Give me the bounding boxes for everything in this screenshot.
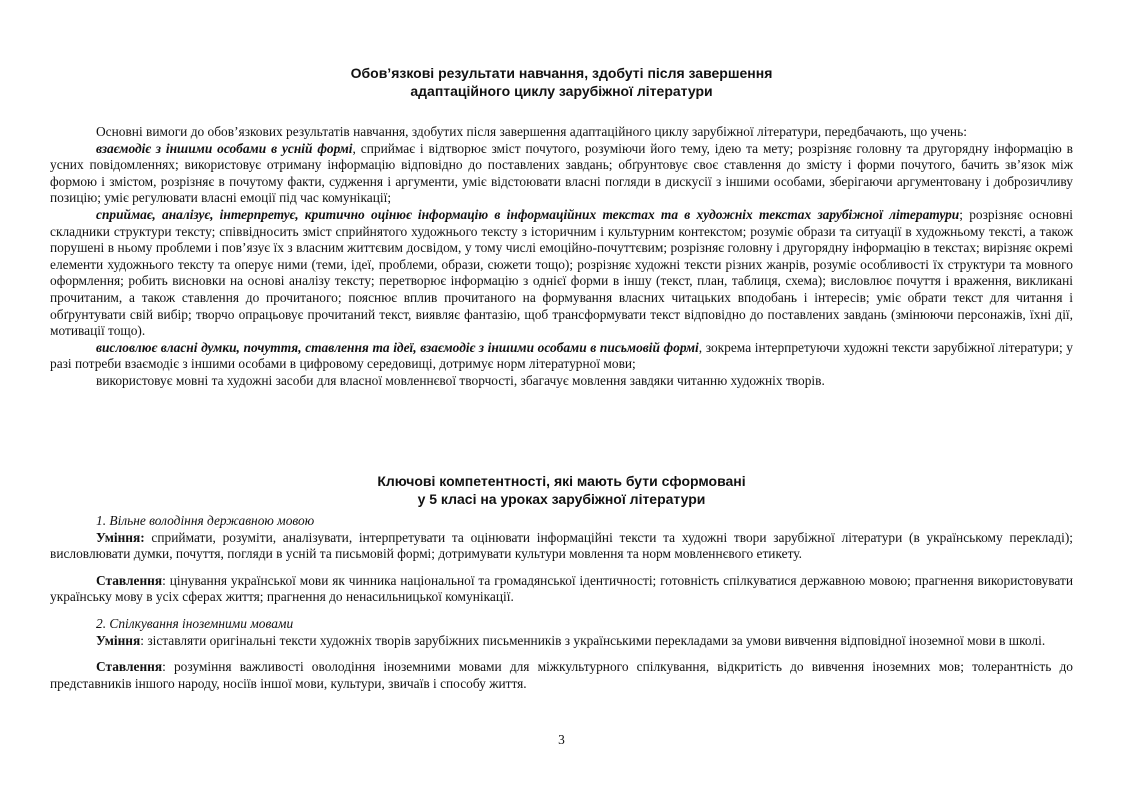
competency-attitudes-1	[50, 573, 1073, 606]
requirement-lead: взаємодіє з іншими особами в усній формі	[96, 140, 353, 156]
attitudes-text: : розуміння важливості оволодіння іноземними мовами для міжкультурного спілкування, відкритість до вивчення іноземних мов; толерантність до представників іншого народу, носіїв іншої мови, культури, звичаїв і способу життя.	[50, 659, 1073, 691]
competency-attitudes-2	[50, 659, 1073, 692]
competency-skills-1	[50, 530, 1073, 563]
page-number: 3	[558, 732, 565, 747]
competency-title-1: 1. Вільне володіння державною мовою	[96, 513, 315, 528]
attitudes-label: Ставлення	[96, 659, 163, 675]
attitudes-text: : цінування української мови як чинника національної та громадянської ідентичності; готовність спілкуватися державною мовою; прагнення використовувати українську мову в усіх сферах життя; прагнення до ненасильницької комунікації.	[50, 572, 1073, 605]
section-heading-results	[50, 64, 1073, 100]
requirement-paragraph-4: використовує мовні та художні засоби для власної мовленнєвої творчості, збагачує мовлення завдяки читанню художніх творів.	[96, 372, 825, 388]
skills-text: : зіставляти оригінальні тексти художніх творів зарубіжних письменників з українськими перекладами за умови вивчення відповідної іноземної мови в школі.	[140, 632, 1046, 648]
skills-label: Уміння:	[96, 529, 145, 545]
requirement-paragraph-2	[50, 207, 1073, 340]
requirement-text: , зокрема інтерпретуючи художні тексти зарубіжної літератури; у разі потреби взаємодіє з іншими особами в цифровому середовищі, дотримує норм літературної мови;	[50, 339, 1073, 372]
heading-line-1: Обов’язкові результати навчання, здобуті після завершення	[350, 65, 773, 81]
requirement-lead: висловлює власні думки, почуття, ставлення та ідеї, взаємодіє з іншими особами в письмовій формі	[96, 339, 699, 355]
requirement-paragraph-1	[50, 141, 1073, 207]
requirement-text: , сприймає і відтворює зміст почутого, розуміючи його тему, ідею та мету; розрізняє головну та другорядну інформацію в усних повідомленнях; використовує отриману інформацію відповідно до поставлених завдань; обґрунтовує своє ставлення до змісту і форми почутого, бачить зв’язок між формою і змістом, розрізняє в почутому факти, судження і аргументи, уміє відстоювати власні погляди в дискусії з іншими особами, зберігаючи аргументовану і доброзичливу позицію; уміє регулювати власні емоції під час комунікації;	[50, 140, 1073, 206]
heading-line-2: адаптаційного циклу зарубіжної літератури	[410, 83, 713, 99]
requirement-lead: сприймає, аналізує, інтерпретує, критично оцінює інформацію в інформаційних текстах та в художніх текстах зарубіжної літератури	[96, 206, 960, 222]
section-heading-competencies	[50, 472, 1073, 508]
requirement-paragraph-3	[50, 340, 1073, 373]
attitudes-label: Ставлення	[96, 572, 163, 588]
skills-text: сприймати, розуміти, аналізувати, інтерпретувати та оцінювати інформаційні тексти та художні твори зарубіжної літератури (в українському перекладі); висловлювати думки, почуття, погляди в усній та письмовій формі; дотримувати культури мовлення та норм мовленнєвого етикету.	[50, 529, 1073, 562]
skills-label: Уміння	[96, 632, 141, 648]
requirements-block	[50, 124, 1073, 390]
competencies-block	[50, 513, 1073, 692]
requirement-text: ; розрізняє основні складники структури тексту; співвідносить зміст сприйнятого художнього тексту з історичним і культурним контекстом; розуміє образи та ситуації в художньому тексті, а також порушені в ньому проблеми і пов’язує їх з власним життєвим досвідом, у тому числі емоційно-почуттєвим; розрізняє головну і другорядну інформацію в текстах; вирізняє окремі елементи художнього тексту та оперує ними (теми, ідеї, проблеми, образи, сюжети тощо); розрізняє художні тексти різних жанрів, розуміє особливості їх структури та мовного оформлення; робить висновки на основі аналізу тексту; перетворює інформацію з однієї форми в іншу (текст, план, таблиця, схема); висловлює почуття і враження, викликані прочитаним, а також ставлення до прочитаного; пояснює вплив прочитаного на формування власних читацьких вподобань і інтересів; уміє обрати текст для читання і обґрунтувати свій вибір; творчо опрацьовує прочитаний текст, виявляє фантазію, щоб трансформувати текст відповідно до поставлених завдань (змінюючи персонажів, їхні дії, мотивації тощо).	[50, 206, 1073, 339]
heading-line-2: у 5 класі на уроках зарубіжної літератури	[417, 491, 706, 507]
heading-line-1: Ключові компетентності, які мають бути сформовані	[377, 473, 746, 489]
intro-paragraph: Основні вимоги до обов’язкових результатів навчання, здобутих після завершення адаптаційного циклу зарубіжної літератури, передбачають, що учень:	[96, 124, 967, 139]
competency-skills-2	[50, 633, 1073, 650]
competency-title-2: 2. Спілкування іноземними мовами	[96, 615, 294, 631]
